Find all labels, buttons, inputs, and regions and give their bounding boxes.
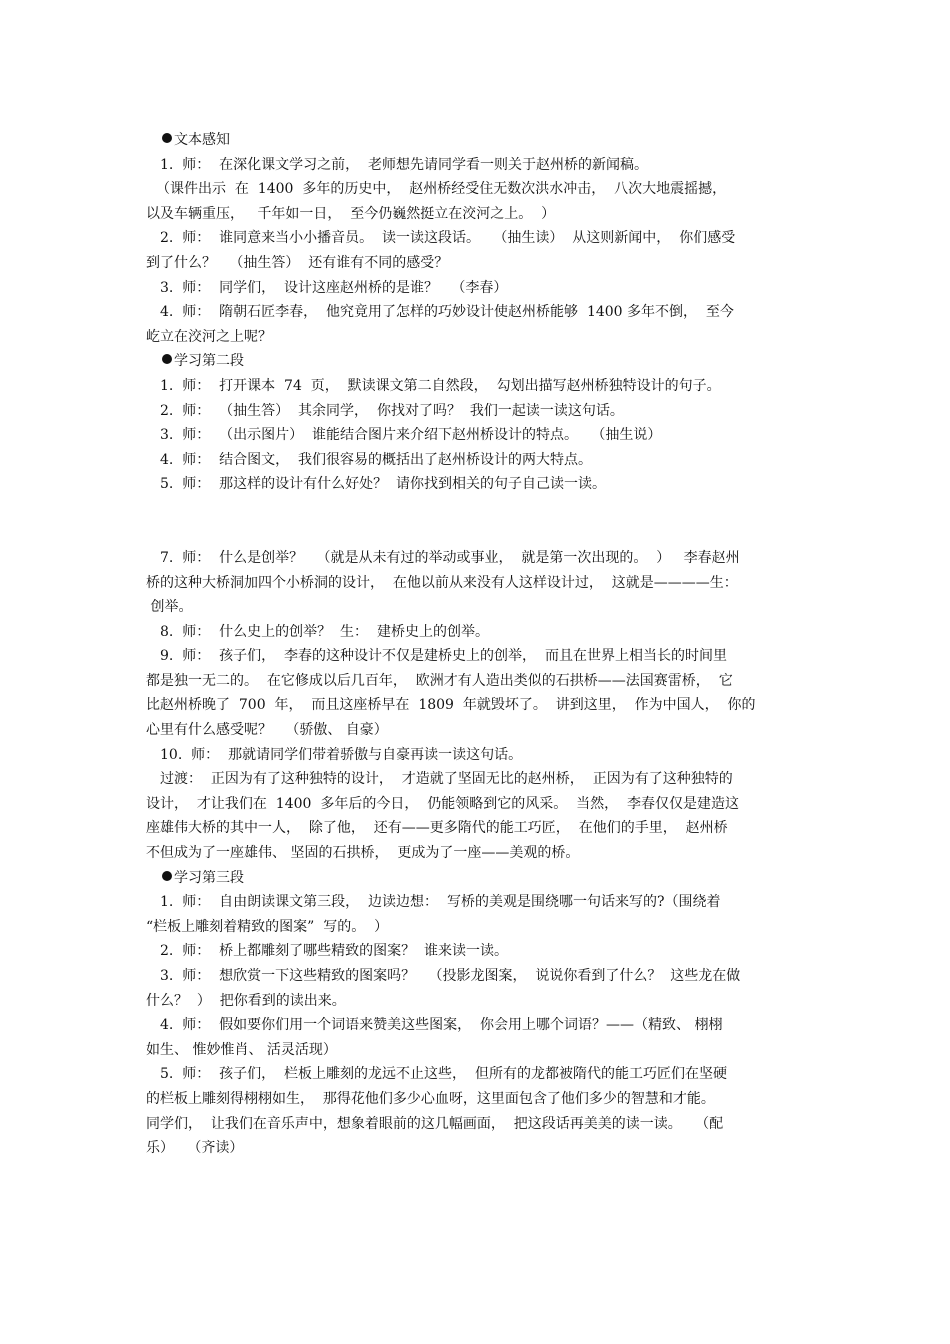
paragraph-line: 同学们， 让我们在音乐声中，想象着眼前的这几幅画面， 把这段话再美美的读一读。 （配 [146, 1115, 724, 1132]
paragraph-line: 的栏板上雕刻得栩栩如生， 那得花他们多少心血呀，这里面包含了他们多少的智慧和才能。 [146, 1090, 715, 1107]
paragraph-line: 比赵州桥晚了 700 年， 而且这座桥早在 1809 年就毁坏了。 讲到这里， 作为中国人， 你的 [146, 697, 756, 714]
paragraph-line: 过渡： 正因为有了这种独特的设计， 才造就了坚固无比的赵州桥， 正因为有了这种独特的 [160, 771, 733, 788]
paragraph-line: 3. 师： 想欣赏一下这些精致的图案吗？ （投影龙图案， 说说你看到了什么？ 这些龙在做 [160, 968, 741, 984]
paragraph-line: 创举。 [146, 599, 193, 616]
paragraph-line: 1. 师： 打开课本 74 页， 默读课文第二自然段， 勾划出描写赵州桥独特设计的句子。 [160, 377, 721, 394]
section-heading-second-paragraph [146, 349, 810, 374]
paragraph-line: 座雄伟大桥的其中一人， 除了他， 还有——更多隋代的能工巧匠， 在他们的手里， 赵州桥 [146, 820, 728, 837]
paragraph-line: 2. 师： 谁同意来当小小播音员。 读一读这段话。 （抽生读） 从这则新闻中， 你们感受 [160, 230, 736, 247]
paragraph-line: 1. 师： 在深化课文学习之前， 老师想先请同学看一则关于赵州桥的新闻稿。 [160, 156, 649, 173]
paragraph-line: 桥的这种大桥洞加四个小桥洞的设计， 在他以前从来没有人这样设计过， 这就是————生： [146, 574, 738, 591]
paragraph-line: 10. 师： 那就请同学们带着骄傲与自豪再读一读这句话。 [160, 746, 523, 763]
bullet-icon [160, 131, 174, 145]
paragraph-line: 2. 师： 桥上都雕刻了哪些精致的图案？ 谁来读一读。 [160, 943, 509, 960]
heading-label: 文本感知 [174, 132, 230, 148]
paragraph-line: 如生、 惟妙惟肖、 活灵活现） [146, 1041, 337, 1058]
paragraph-line: 到了什么？ （抽生答） 还有谁有不同的感受？ [146, 254, 449, 271]
paragraph-line: （课件出示 在 1400 多年的历史中， 赵州桥经受住无数次洪水冲击， 八次大地震摇撼， [156, 181, 727, 198]
paragraph-line: 以及车辆重压， 千年如一日， 至今仍巍然挺立在洨河之上。 ） [146, 205, 556, 222]
paragraph-line: 都是独一无二的。 在它修成以后几百年， 欧洲才有人造出类似的石拱桥——法国赛雷桥， 它 [146, 672, 733, 689]
paragraph-line: 8. 师： 什么史上的创举？ 生： 建桥史上的创举。 [160, 623, 489, 640]
section-heading-third-paragraph [146, 866, 810, 891]
paragraph-line: 5. 师： 那这样的设计有什么好处？ 请你找到相关的句子自己读一读。 [160, 476, 607, 493]
paragraph-line: 5. 师： 孩子们， 栏板上雕刻的龙远不止这些， 但所有的龙都被隋代的能工巧匠们在坚硬 [160, 1066, 727, 1083]
paragraph-line: 3. 师： （出示图片） 谁能结合图片来介绍下赵州桥设计的特点。 （抽生说） [160, 427, 662, 444]
heading-label: 学习第三段 [174, 869, 244, 886]
paragraph-line: 7. 师： 什么是创举？ （就是从未有过的举动或事业， 就是第一次出现的。 ） 李春赵州 [160, 549, 740, 566]
paragraph-line: 3. 师： 同学们， 设计这座赵州桥的是谁？ （李春） [160, 279, 508, 296]
paragraph-line: 4. 师： 结合图文， 我们很容易的概括出了赵州桥设计的两大特点。 [160, 451, 593, 468]
paragraph-line: 2. 师： （抽生答） 其余同学， 你找对了吗？ 我们一起读一读这句话。 [160, 402, 624, 419]
paragraph-line: 什么？ ） 把你看到的读出来。 [146, 992, 346, 1009]
paragraph-line: 设计， 才让我们在 1400 多年后的今日， 仍能领略到它的风采。 当然， 李春仅仅是建造这 [146, 795, 740, 812]
blank-space [146, 497, 810, 546]
paragraph-line: 4. 师： 隋朝石匠李春， 他究竟用了怎样的巧妙设计使赵州桥能够 1400 多年不倒， 至今 [160, 304, 734, 321]
paragraph-line: “栏板上雕刻着精致的图案” 写的。 ） [146, 918, 389, 935]
heading-label: 学习第二段 [174, 353, 244, 370]
paragraph-line: 9. 师： 孩子们， 李春的这种设计不仅是建桥史上的创举， 而且在世界上相当长的时间里 [160, 648, 727, 665]
paragraph-line: 4. 师： 假如要你们用一个词语来赞美这些图案， 你会用上哪个词语？——（精致、 栩栩 [160, 1017, 723, 1034]
paragraph-line: 乐） （齐读） [146, 1140, 244, 1157]
paragraph-line: 心里有什么感受呢？ （骄傲、 自豪） [146, 722, 388, 739]
paragraph-line: 不但成为了一座雄伟、 坚固的石拱桥， 更成为了一座——美观的桥。 [146, 845, 580, 862]
document-body [146, 128, 810, 1161]
bullet-icon [160, 869, 174, 883]
paragraph-line: 1. 师： 自由朗读课文第三段， 边读边想： 写桥的美观是围绕哪一句话来写的?（围绕着 [160, 894, 721, 911]
bullet-icon [160, 352, 174, 366]
paragraph-line: 屹立在洨河之上呢？ [146, 328, 272, 345]
section-heading-text-perception [146, 128, 810, 153]
